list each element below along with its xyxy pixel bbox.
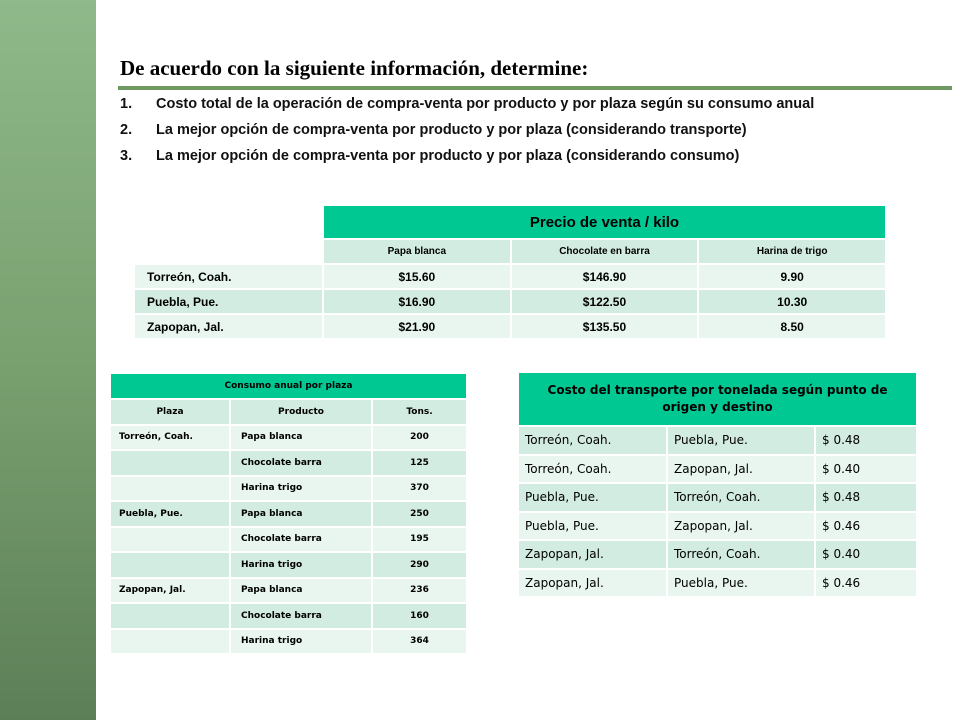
- table-row: [111, 603, 467, 629]
- question-number: 3.: [120, 148, 133, 164]
- consumption-table-title: Consumo anual por plaza: [111, 374, 467, 399]
- transport-origin: Zapopan, Jal.: [519, 540, 667, 569]
- transport-cost: $ 0.46: [815, 569, 917, 598]
- table-row: [111, 425, 467, 451]
- question-number: 1.: [120, 96, 133, 112]
- price-row-place: Puebla, Pue.: [135, 289, 323, 314]
- price-row: [135, 289, 886, 314]
- transport-cost: $ 0.40: [815, 540, 917, 569]
- consumption-product: Papa blanca: [230, 425, 372, 451]
- price-cell: 9.90: [698, 264, 886, 289]
- consumption-plaza: [111, 527, 230, 553]
- consumption-column-header: Producto: [230, 399, 372, 425]
- price-cell: $122.50: [511, 289, 699, 314]
- table-row: [111, 476, 467, 502]
- consumption-tons: 125: [372, 450, 467, 476]
- consumption-tons: 236: [372, 578, 467, 604]
- question-item: [120, 96, 860, 112]
- question-text: La mejor opción de compra-venta por producto y por plaza (considerando consumo): [156, 148, 740, 164]
- consumption-plaza: Torreón, Coah.: [111, 425, 230, 451]
- transport-cost: $ 0.46: [815, 512, 917, 541]
- transport-origin: Puebla, Pue.: [519, 512, 667, 541]
- consumption-tons: 370: [372, 476, 467, 502]
- question-text: Costo total de la operación de compra-venta por producto y por plaza según su consumo anual: [156, 96, 815, 112]
- consumption-column-header: Plaza: [111, 399, 230, 425]
- consumption-tons: 250: [372, 501, 467, 527]
- table-row: [111, 501, 467, 527]
- table-row: [519, 540, 917, 569]
- transport-origin: Torreón, Coah.: [519, 426, 667, 455]
- price-cell: $135.50: [511, 314, 699, 339]
- consumption-plaza: Puebla, Pue.: [111, 501, 230, 527]
- transport-destination: Zapopan, Jal.: [667, 455, 815, 484]
- consumption-tons: 290: [372, 552, 467, 578]
- price-row: [135, 264, 886, 289]
- table-row: [111, 450, 467, 476]
- consumption-plaza: [111, 476, 230, 502]
- table-row: [519, 569, 917, 598]
- consumption-product: Harina trigo: [230, 552, 372, 578]
- transport-origin: Puebla, Pue.: [519, 483, 667, 512]
- transport-table: [519, 373, 918, 598]
- question-list: [120, 96, 860, 174]
- transport-cost: $ 0.40: [815, 455, 917, 484]
- table-row: [111, 552, 467, 578]
- transport-table-title: Costo del transporte por tonelada según punto de origen y destino: [519, 373, 917, 426]
- transport-origin: Torreón, Coah.: [519, 455, 667, 484]
- table-row: [111, 629, 467, 655]
- consumption-tons: 200: [372, 425, 467, 451]
- price-row: [135, 314, 886, 339]
- question-item: [120, 122, 860, 138]
- transport-origin: Zapopan, Jal.: [519, 569, 667, 598]
- transport-destination: Zapopan, Jal.: [667, 512, 815, 541]
- transport-destination: Puebla, Pue.: [667, 569, 815, 598]
- slide-title: De acuerdo con la siguiente información, determine:: [120, 56, 589, 80]
- price-row-place: Torreón, Coah.: [135, 264, 323, 289]
- table-row: [519, 512, 917, 541]
- price-table: [135, 206, 887, 340]
- transport-destination: Puebla, Pue.: [667, 426, 815, 455]
- consumption-tons: 364: [372, 629, 467, 655]
- table-row: [519, 426, 917, 455]
- price-column-header: Chocolate en barra: [511, 239, 699, 264]
- consumption-product: Chocolate barra: [230, 603, 372, 629]
- consumption-product: Chocolate barra: [230, 527, 372, 553]
- consumption-product: Harina trigo: [230, 629, 372, 655]
- question-item: [120, 148, 860, 164]
- transport-cost: $ 0.48: [815, 426, 917, 455]
- consumption-product: Chocolate barra: [230, 450, 372, 476]
- title-underline: [118, 86, 952, 90]
- question-number: 2.: [120, 122, 133, 138]
- consumption-product: Papa blanca: [230, 501, 372, 527]
- consumption-plaza: [111, 552, 230, 578]
- table-row: [519, 483, 917, 512]
- price-column-header: Papa blanca: [323, 239, 511, 264]
- decorative-sidebar: [0, 0, 96, 720]
- consumption-plaza: [111, 450, 230, 476]
- price-cell: 10.30: [698, 289, 886, 314]
- price-cell: $16.90: [323, 289, 511, 314]
- consumption-table: [111, 374, 468, 655]
- price-cell: 8.50: [698, 314, 886, 339]
- table-row: [111, 527, 467, 553]
- transport-cost: $ 0.48: [815, 483, 917, 512]
- transport-destination: Torreón, Coah.: [667, 483, 815, 512]
- price-cell: $21.90: [323, 314, 511, 339]
- consumption-product: Harina trigo: [230, 476, 372, 502]
- price-cell: $146.90: [511, 264, 699, 289]
- consumption-plaza: [111, 603, 230, 629]
- consumption-tons: 195: [372, 527, 467, 553]
- table-row: [519, 455, 917, 484]
- consumption-plaza: [111, 629, 230, 655]
- consumption-tons: 160: [372, 603, 467, 629]
- price-table-title: Precio de venta / kilo: [323, 206, 886, 239]
- transport-destination: Torreón, Coah.: [667, 540, 815, 569]
- consumption-product: Papa blanca: [230, 578, 372, 604]
- consumption-column-header: Tons.: [372, 399, 467, 425]
- price-column-header: Harina de trigo: [698, 239, 886, 264]
- table-row: [111, 578, 467, 604]
- consumption-plaza: Zapopan, Jal.: [111, 578, 230, 604]
- price-row-place: Zapopan, Jal.: [135, 314, 323, 339]
- price-cell: $15.60: [323, 264, 511, 289]
- question-text: La mejor opción de compra-venta por producto y por plaza (considerando transporte): [156, 122, 747, 138]
